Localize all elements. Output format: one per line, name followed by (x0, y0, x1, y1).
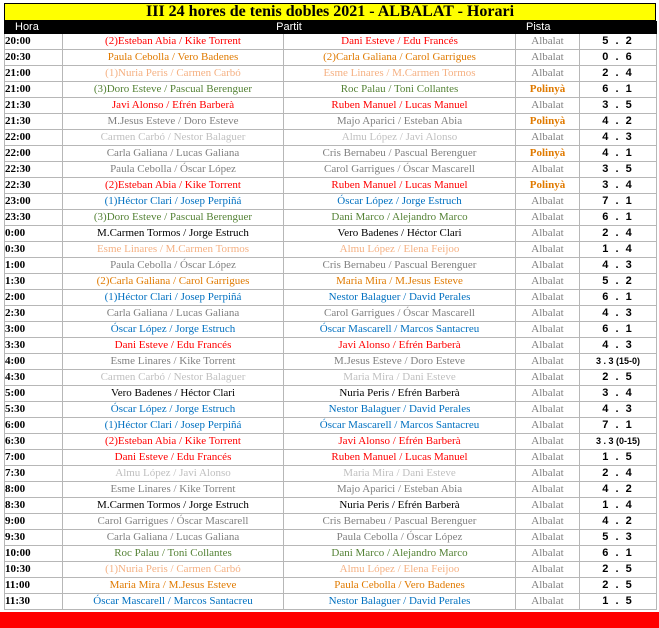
hora-cell: 4:00 (5, 354, 63, 370)
team2-cell: Javi Alonso / Efrén Barberà (284, 338, 516, 354)
hora-cell: 22:30 (5, 162, 63, 178)
team1-cell: M.Carmen Tormos / Jorge Estruch (63, 498, 284, 514)
hora-cell: 3:00 (5, 322, 63, 338)
table-row (5, 514, 657, 530)
score-cell: 6 . 1 (580, 290, 657, 306)
court-cell: Albalat (516, 578, 580, 594)
score-cell: 2 . 4 (580, 466, 657, 482)
score-cell: 4 . 3 (580, 338, 657, 354)
team2-cell: Roc Palau / Toni Collantes (284, 82, 516, 98)
hora-cell: 3:30 (5, 338, 63, 354)
court-cell: Albalat (516, 290, 580, 306)
team1-cell: Carol Garrigues / Óscar Mascarell (63, 514, 284, 530)
table-row (5, 98, 657, 114)
hora-cell: 1:30 (5, 274, 63, 290)
table-row (5, 50, 657, 66)
court-cell: Albalat (516, 50, 580, 66)
header-hora: Hora (5, 22, 63, 34)
score-cell: 3 . 4 (580, 386, 657, 402)
team1-cell: Roc Palau / Toni Collantes (63, 546, 284, 562)
score-cell: 4 . 2 (580, 514, 657, 530)
court-cell: Polinyà (516, 82, 580, 98)
team2-cell: Nestor Balaguer / David Perales (284, 290, 516, 306)
score-cell: 6 . 1 (580, 322, 657, 338)
team2-cell: Maria Mira / Dani Esteve (284, 466, 516, 482)
score-cell: 0 . 6 (580, 50, 657, 66)
score-cell: 4 . 3 (580, 130, 657, 146)
team2-cell: Ruben Manuel / Lucas Manuel (284, 178, 516, 194)
hora-cell: 8:30 (5, 498, 63, 514)
score-cell: 3 . 3 (0-15) (580, 434, 657, 450)
court-cell: Albalat (516, 242, 580, 258)
footer-bar (0, 612, 659, 628)
table-row (5, 386, 657, 402)
team1-cell: Dani Esteve / Edu Francés (63, 338, 284, 354)
score-cell: 2 . 5 (580, 562, 657, 578)
score-cell: 2 . 4 (580, 66, 657, 82)
team2-cell: Almu López / Javi Alonso (284, 130, 516, 146)
team1-cell: M.Jesus Esteve / Doro Esteve (63, 114, 284, 130)
table-row (5, 530, 657, 546)
score-cell: 5 . 2 (580, 34, 657, 50)
hora-cell: 5:30 (5, 402, 63, 418)
team2-cell: Almu López / Elena Feijoo (284, 562, 516, 578)
table-row (5, 162, 657, 178)
table-row (5, 146, 657, 162)
hora-cell: 23:30 (5, 210, 63, 226)
team2-cell: Vero Badenes / Héctor Clari (284, 226, 516, 242)
team1-cell: Javi Alonso / Efrén Barberà (63, 98, 284, 114)
court-cell: Albalat (516, 418, 580, 434)
hora-cell: 7:30 (5, 466, 63, 482)
score-cell: 4 . 2 (580, 482, 657, 498)
table-row (5, 306, 657, 322)
hora-cell: 22:30 (5, 178, 63, 194)
table-row (5, 498, 657, 514)
table-row (5, 210, 657, 226)
court-cell: Albalat (516, 322, 580, 338)
hora-cell: 22:00 (5, 130, 63, 146)
score-cell: 4 . 3 (580, 258, 657, 274)
court-cell: Albalat (516, 402, 580, 418)
court-cell: Albalat (516, 370, 580, 386)
court-cell: Albalat (516, 66, 580, 82)
table-row (5, 130, 657, 146)
team2-cell: Javi Alonso / Efrén Barberà (284, 434, 516, 450)
table-row (5, 418, 657, 434)
hora-cell: 9:00 (5, 514, 63, 530)
court-cell: Albalat (516, 434, 580, 450)
team2-cell: Cris Bernabeu / Pascual Berenguer (284, 258, 516, 274)
hora-cell: 20:30 (5, 50, 63, 66)
team2-cell: Paula Cebolla / Vero Badenes (284, 578, 516, 594)
hora-cell: 1:00 (5, 258, 63, 274)
hora-cell: 22:00 (5, 146, 63, 162)
score-cell: 1 . 5 (580, 594, 657, 610)
court-cell: Albalat (516, 274, 580, 290)
court-cell: Polinyà (516, 146, 580, 162)
team1-cell: (2)Carla Galiana / Carol Garrigues (63, 274, 284, 290)
table-row (5, 82, 657, 98)
score-cell: 5 . 3 (580, 530, 657, 546)
score-cell: 3 . 3 (15-0) (580, 354, 657, 370)
team1-cell: (2)Esteban Abia / Kike Torrent (63, 434, 284, 450)
table-row (5, 354, 657, 370)
team2-cell: Óscar Mascarell / Marcos Santacreu (284, 322, 516, 338)
team1-cell: Óscar López / Jorge Estruch (63, 402, 284, 418)
team1-cell: (3)Doro Esteve / Pascual Berenguer (63, 210, 284, 226)
score-cell: 4 . 1 (580, 146, 657, 162)
table-row (5, 322, 657, 338)
team2-cell: Dani Esteve / Edu Francés (284, 34, 516, 50)
team2-cell: Ruben Manuel / Lucas Manuel (284, 98, 516, 114)
court-cell: Albalat (516, 98, 580, 114)
table-row (5, 114, 657, 130)
table-row (5, 466, 657, 482)
team2-cell: Paula Cebolla / Óscar López (284, 530, 516, 546)
court-cell: Albalat (516, 562, 580, 578)
team1-cell: Esme Linares / Kike Torrent (63, 354, 284, 370)
table-row (5, 242, 657, 258)
team2-cell: Maria Mira / Dani Esteve (284, 370, 516, 386)
table-row (5, 258, 657, 274)
hora-cell: 21:30 (5, 114, 63, 130)
table-row (5, 194, 657, 210)
score-cell: 3 . 5 (580, 162, 657, 178)
court-cell: Albalat (516, 194, 580, 210)
score-cell: 6 . 1 (580, 546, 657, 562)
hora-cell: 6:00 (5, 418, 63, 434)
team1-cell: Dani Esteve / Edu Francés (63, 450, 284, 466)
table-row (5, 370, 657, 386)
table-row (5, 482, 657, 498)
court-cell: Albalat (516, 338, 580, 354)
header-partit: Partit (63, 22, 516, 34)
table-row (5, 338, 657, 354)
score-cell: 6 . 1 (580, 210, 657, 226)
hora-cell: 2:00 (5, 290, 63, 306)
hora-cell: 10:30 (5, 562, 63, 578)
team1-cell: Carmen Carbó / Nestor Balaguer (63, 370, 284, 386)
team2-cell: Maria Mira / M.Jesus Esteve (284, 274, 516, 290)
court-cell: Albalat (516, 226, 580, 242)
score-cell: 2 . 5 (580, 370, 657, 386)
team2-cell: Dani Marco / Alejandro Marco (284, 210, 516, 226)
team1-cell: Paula Cebolla / Vero Badenes (63, 50, 284, 66)
hora-cell: 11:00 (5, 578, 63, 594)
hora-cell: 0:00 (5, 226, 63, 242)
hora-cell: 21:30 (5, 98, 63, 114)
hora-cell: 0:30 (5, 242, 63, 258)
team1-cell: Esme Linares / Kike Torrent (63, 482, 284, 498)
hora-cell: 21:00 (5, 66, 63, 82)
hora-cell: 23:00 (5, 194, 63, 210)
team1-cell: (2)Esteban Abia / Kike Torrent (63, 34, 284, 50)
team1-cell: Carla Galiana / Lucas Galiana (63, 146, 284, 162)
table-row (5, 450, 657, 466)
court-cell: Albalat (516, 498, 580, 514)
team2-cell: Óscar Mascarell / Marcos Santacreu (284, 418, 516, 434)
score-cell: 4 . 3 (580, 402, 657, 418)
team2-cell: Nestor Balaguer / David Perales (284, 402, 516, 418)
hora-cell: 9:30 (5, 530, 63, 546)
score-cell: 5 . 2 (580, 274, 657, 290)
court-cell: Albalat (516, 34, 580, 50)
court-cell: Albalat (516, 594, 580, 610)
team2-cell: Esme Linares / M.Carmen Tormos (284, 66, 516, 82)
score-cell: 2 . 4 (580, 226, 657, 242)
court-cell: Polinyà (516, 114, 580, 130)
score-cell: 6 . 1 (580, 82, 657, 98)
team1-cell: Óscar Mascarell / Marcos Santacreu (63, 594, 284, 610)
team2-cell: Cris Bernabeu / Pascual Berenguer (284, 146, 516, 162)
team1-cell: Óscar López / Jorge Estruch (63, 322, 284, 338)
team1-cell: M.Carmen Tormos / Jorge Estruch (63, 226, 284, 242)
team2-cell: Dani Marco / Alejandro Marco (284, 546, 516, 562)
score-cell: 2 . 5 (580, 578, 657, 594)
hora-cell: 4:30 (5, 370, 63, 386)
team2-cell: Carol Garrigues / Óscar Mascarell (284, 162, 516, 178)
court-cell: Polinyà (516, 178, 580, 194)
team1-cell: (2)Esteban Abia / Kike Torrent (63, 178, 284, 194)
team1-cell: (1)Nuria Peris / Carmen Carbó (63, 66, 284, 82)
table-row (5, 562, 657, 578)
court-cell: Albalat (516, 466, 580, 482)
team2-cell: Almu López / Elena Feijoo (284, 242, 516, 258)
score-cell: 3 . 4 (580, 178, 657, 194)
team1-cell: Vero Badenes / Héctor Clari (63, 386, 284, 402)
team1-cell: Esme Linares / M.Carmen Tormos (63, 242, 284, 258)
court-cell: Albalat (516, 514, 580, 530)
table-row (5, 226, 657, 242)
score-cell: 1 . 4 (580, 498, 657, 514)
hora-cell: 5:00 (5, 386, 63, 402)
team2-cell: Majo Aparici / Esteban Abia (284, 482, 516, 498)
score-cell: 1 . 4 (580, 242, 657, 258)
score-cell: 4 . 2 (580, 114, 657, 130)
court-cell: Albalat (516, 130, 580, 146)
team2-cell: Óscar López / Jorge Estruch (284, 194, 516, 210)
team2-cell: Nuria Peris / Efrén Barberà (284, 386, 516, 402)
court-cell: Albalat (516, 450, 580, 466)
table-row (5, 594, 657, 610)
team1-cell: (1)Héctor Clari / Josep Perpiñá (63, 194, 284, 210)
table-row (5, 546, 657, 562)
team1-cell: Paula Cebolla / Óscar López (63, 162, 284, 178)
hora-cell: 2:30 (5, 306, 63, 322)
table-row (5, 578, 657, 594)
court-cell: Albalat (516, 354, 580, 370)
hora-cell: 20:00 (5, 34, 63, 50)
team2-cell: Carol Garrigues / Óscar Mascarell (284, 306, 516, 322)
team2-cell: Cris Bernabeu / Pascual Berenguer (284, 514, 516, 530)
court-cell: Albalat (516, 210, 580, 226)
team1-cell: Maria Mira / M.Jesus Esteve (63, 578, 284, 594)
table-row (5, 290, 657, 306)
court-cell: Albalat (516, 258, 580, 274)
table-row (5, 402, 657, 418)
score-cell: 1 . 5 (580, 450, 657, 466)
hora-cell: 11:30 (5, 594, 63, 610)
team2-cell: (2)Carla Galiana / Carol Garrigues (284, 50, 516, 66)
table-row (5, 434, 657, 450)
court-cell: Albalat (516, 386, 580, 402)
table-row (5, 66, 657, 82)
team2-cell: M.Jesus Esteve / Doro Esteve (284, 354, 516, 370)
team1-cell: Paula Cebolla / Óscar López (63, 258, 284, 274)
team2-cell: Nuria Peris / Efrén Barberà (284, 498, 516, 514)
team1-cell: (1)Nuria Peris / Carmen Carbó (63, 562, 284, 578)
team2-cell: Nestor Balaguer / David Perales (284, 594, 516, 610)
table-row (5, 274, 657, 290)
header-row (5, 22, 657, 34)
team1-cell: Almu López / Javi Alonso (63, 466, 284, 482)
team1-cell: Carla Galiana / Lucas Galiana (63, 306, 284, 322)
hora-cell: 8:00 (5, 482, 63, 498)
court-cell: Albalat (516, 162, 580, 178)
team1-cell: (3)Doro Esteve / Pascual Berenguer (63, 82, 284, 98)
schedule-rows (5, 34, 657, 610)
court-cell: Albalat (516, 482, 580, 498)
page-title: III 24 hores de tenis dobles 2021 - ALBALAT - Horari (4, 3, 656, 21)
team2-cell: Ruben Manuel / Lucas Manuel (284, 450, 516, 466)
score-cell: 4 . 3 (580, 306, 657, 322)
hora-cell: 7:00 (5, 450, 63, 466)
court-cell: Albalat (516, 530, 580, 546)
team1-cell: Carmen Carbó / Nestor Balaguer (63, 130, 284, 146)
team2-cell: Majo Aparici / Esteban Abia (284, 114, 516, 130)
team1-cell: (1)Héctor Clari / Josep Perpiñá (63, 418, 284, 434)
table-row (5, 178, 657, 194)
court-cell: Albalat (516, 306, 580, 322)
table-row (5, 34, 657, 50)
court-cell: Albalat (516, 546, 580, 562)
team1-cell: (1)Héctor Clari / Josep Perpiñá (63, 290, 284, 306)
schedule-table (4, 21, 657, 610)
hora-cell: 10:00 (5, 546, 63, 562)
score-cell: 3 . 5 (580, 98, 657, 114)
score-cell: 7 . 1 (580, 418, 657, 434)
team1-cell: Carla Galiana / Lucas Galiana (63, 530, 284, 546)
hora-cell: 6:30 (5, 434, 63, 450)
hora-cell: 21:00 (5, 82, 63, 98)
header-pista: Pista (516, 22, 657, 34)
score-cell: 7 . 1 (580, 194, 657, 210)
